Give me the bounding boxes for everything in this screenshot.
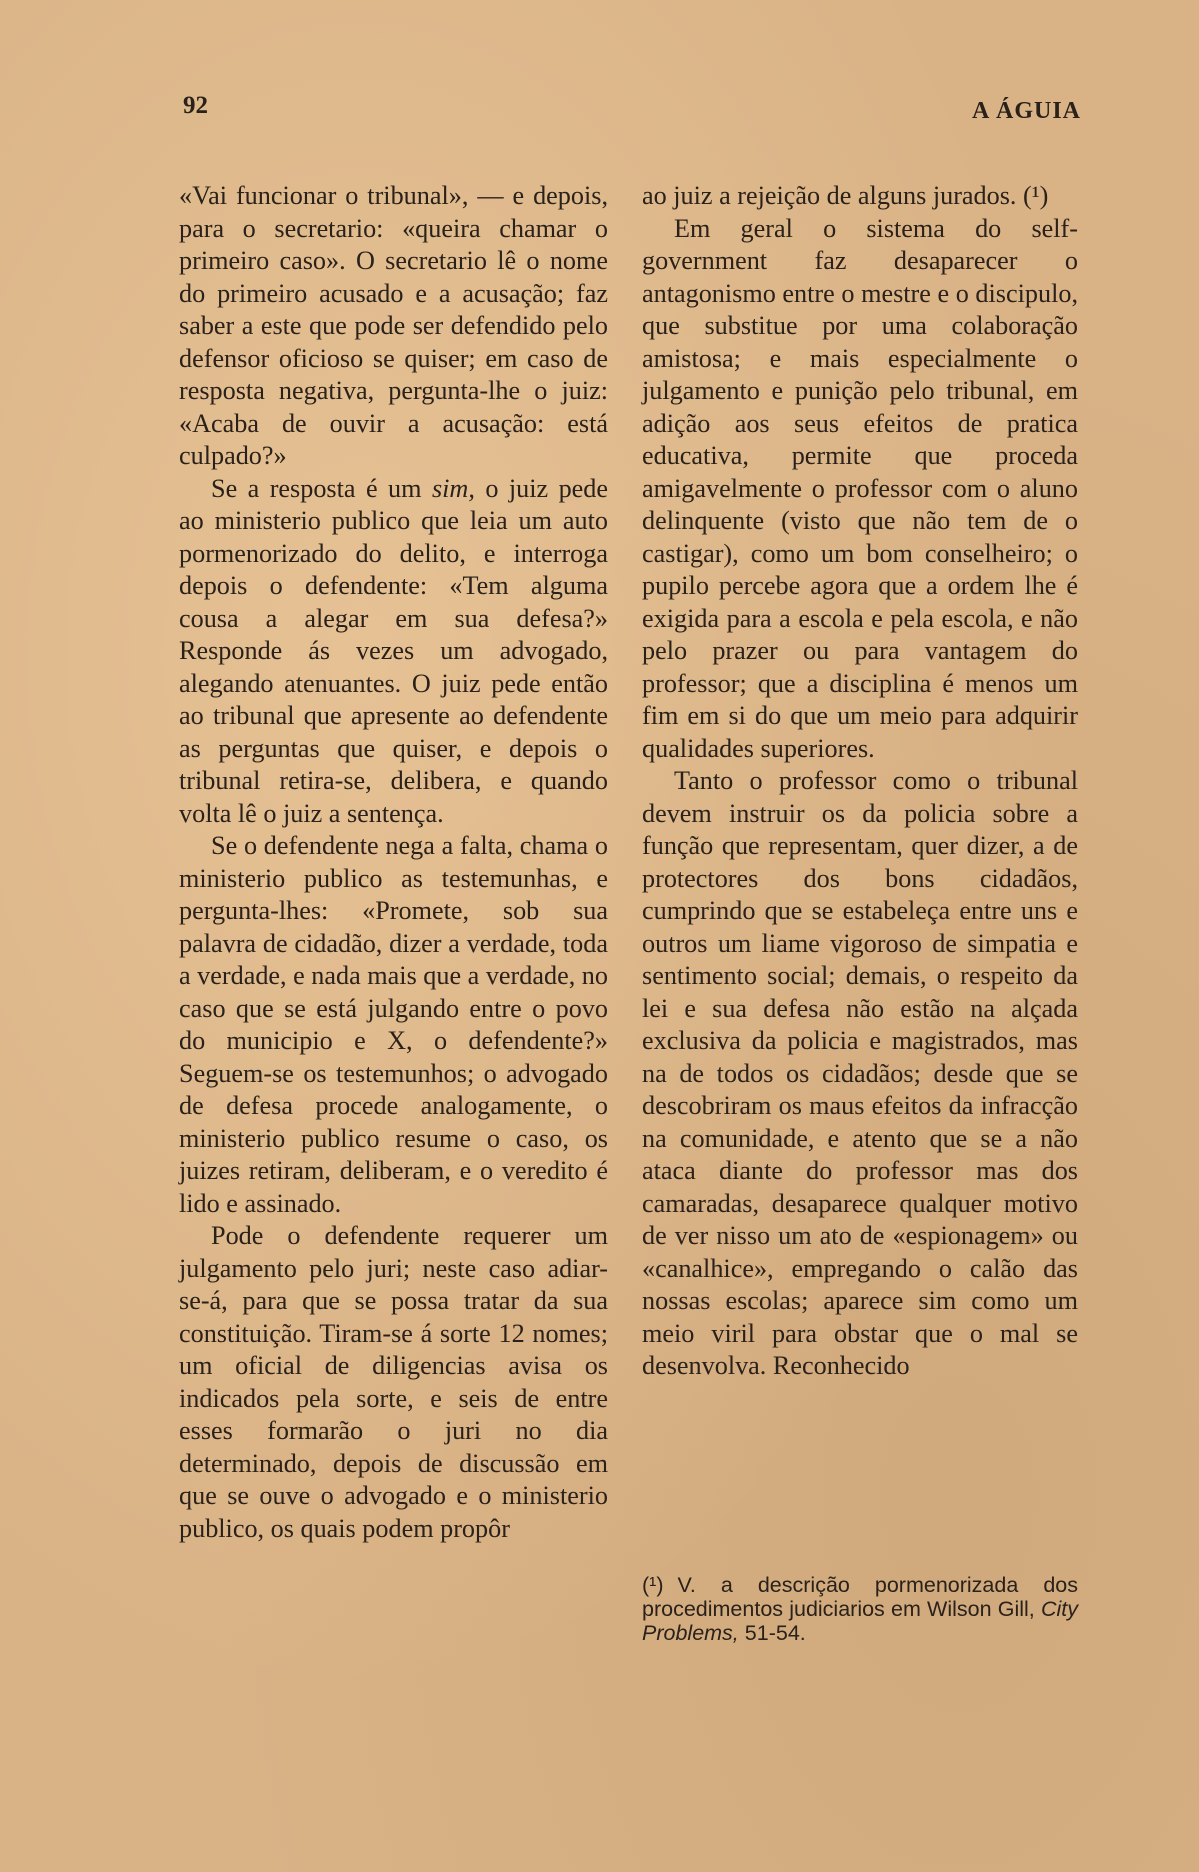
paragraph-text: Se a resposta é um [211,473,422,503]
paragraph: ao juiz a rejeição de alguns jurados. (¹) [642,181,1049,210]
paragraph-text: o juiz pede ao ministerio publico que leia um auto pormenorizado do delito, e interroga depois o defendente: «Tem alguma cousa a alegar em sua defesa?» Responde ás vezes um advogado, alegando atenuantes. O juiz pede então ao tribunal que apresente ao defendente as perguntas que quiser, e depois o tribunal retira-se, delibera, e quando volta lê o juiz a sentença. [179,473,609,828]
paragraph: Em geral o sistema do self-government faz desaparecer o antagonismo entre o mestre e o discipulo, que substitue por uma colaboração amistosa; e mais especialmente o julgamento e punição pelo tribunal, em adição aos seus efeitos de pratica educativa, permite que proceda amigavelmente o professor com o aluno delinquente (visto que não tem de o castigar), como um bom conselheiro; o pupilo percebe agora que a ordem lhe é exigida para a escola e pela escola, e não pelo prazer ou para vantagem do professor; que a disciplina é menos um fim em si do que um meio para adquirir qualidades superiores. [642,213,1078,763]
page-number: 92 [183,92,208,119]
footnote-pages: 51-54. [744,1621,806,1645]
footnote-italic-reference: City Problems, [642,1597,1078,1645]
page-header [183,92,1081,132]
italic-word: sim, [431,473,475,503]
paragraph: Se o defendente nega a falta, chama o ministerio publico as testemunhas, e pergunta-lhes: «Promete, sob sua palavra de cidadão, dizer a verdade, toda a verdade, e nada mais que a verdade, no caso que se está julgando entre o povo do municipio e X, o defendente?» Seguem-se os testemunhos; o advogado de defesa procede analogamente, o ministerio publico resume o caso, os juizes retiram, deliberam, e o veredito é lido e assinado. [179,831,608,1218]
paragraph [179,473,608,831]
left-column [179,180,608,1545]
footnote [642,1573,1078,1645]
running-title: A ÁGUIA [971,98,1081,124]
right-column [642,180,1078,1383]
footnote-marker: (¹) [642,1573,664,1597]
footnote-text: V. a descrição pormenorizada dos procedimentos judiciarios em Wilson Gill, [642,1573,1078,1621]
paragraph: Tanto o professor como o tribunal devem instruir os da policia sobre a função que representam, quer dizer, a de protectores dos bons cidadãos, cumprindo que se estabeleça entre uns e outros um liame vigoroso de simpatia e sentimento social; demais, o respeito da lei e sua defesa não estão na alçada exclusiva da policia e magistrados, mas na de todos os cidadãos; desde que se descobriram os maus efeitos da infracção na comunidade, e atento que se a não ataca diante do professor mas dos camaradas, desaparece qualquer motivo de ver nisso um ato de «espionagem» ou «canalhice», empregando o calão das nossas escolas; aparece sim como um meio viril para obstar que o mal se desenvolva. Reconhecido [642,766,1078,1380]
paragraph: «Vai funcionar o tribunal», — e depois, para o secretario: «queira chamar o primeiro caso». O secretario lê o nome do primeiro acusado e a acusação; faz saber a este que pode ser defendido pelo defensor oficioso se quiser; em caso de resposta negativa, pergunta-lhe o juiz: «Acaba de ouvir a acusação: está culpado?» [179,181,608,470]
paragraph: Pode o defendente requerer um julgamento pelo juri; neste caso adiar-se-á, para que se possa tratar da sua constituição. Tiram-se á sorte 12 nomes; um oficial de diligencias avisa os indicados pela sorte, e seis de entre esses formarão o juri no dia determinado, depois de discussão em que se ouve o advogado e o ministerio publico, os quais podem propôr [179,1221,608,1543]
